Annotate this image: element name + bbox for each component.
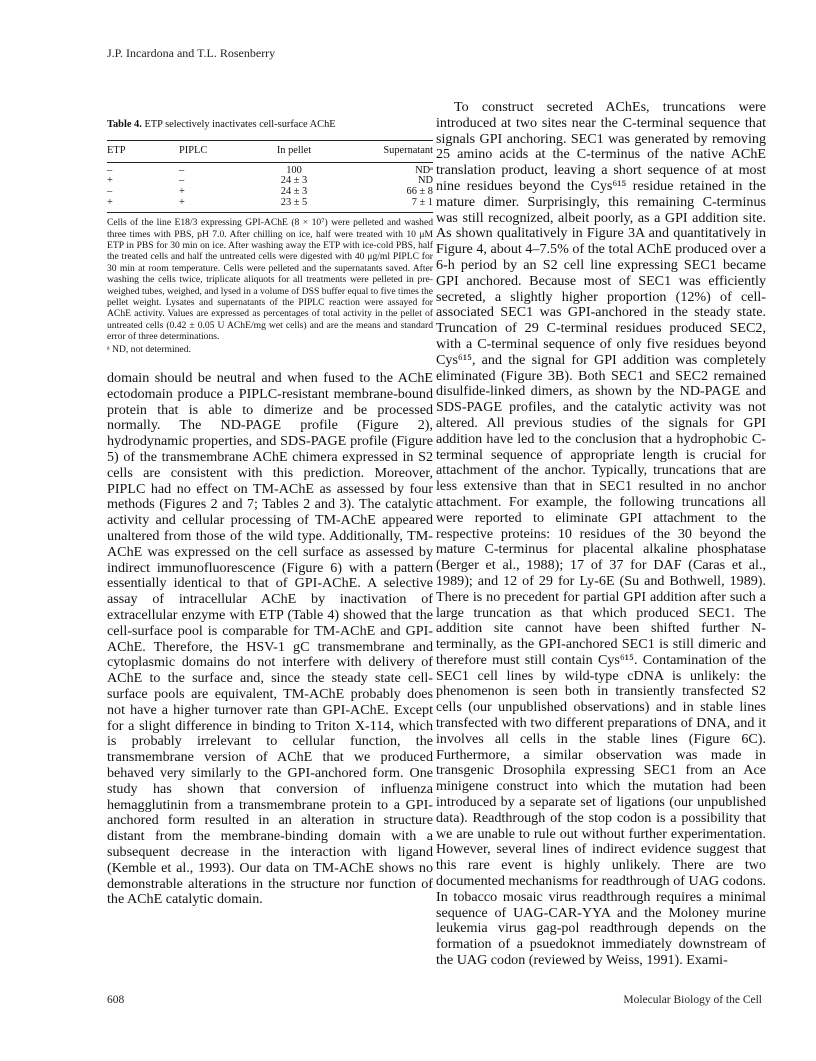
- right-column-body: [436, 100, 766, 969]
- page-number: 608: [107, 994, 125, 1006]
- header-etp: ETP: [107, 145, 126, 157]
- cell-piplc: +: [179, 186, 185, 197]
- table-row: [107, 198, 433, 213]
- cell-supernatant: 66 ± 8: [406, 186, 433, 197]
- table-row: [107, 187, 433, 198]
- cell-in-pellet: 24 ± 3: [280, 175, 308, 187]
- left-column-body: [107, 371, 433, 908]
- header-in-pellet: In pellet: [276, 145, 312, 157]
- data-table: [107, 141, 433, 212]
- header-supernatant: Supernatant: [383, 145, 433, 157]
- cell-supernatant: NDᵃ: [415, 164, 433, 176]
- cell-supernatant: ND: [417, 175, 433, 187]
- table-row: [107, 176, 433, 187]
- journal-name: Molecular Biology of the Cell: [623, 994, 762, 1006]
- cell-supernatant: 7 ± 1: [411, 196, 433, 208]
- cell-piplc: +: [179, 196, 185, 208]
- cell-piplc: –: [179, 164, 185, 176]
- cell-etp: –: [107, 164, 113, 176]
- table-title-label: Table 4.: [107, 119, 142, 130]
- table-4: [107, 100, 433, 355]
- cell-piplc: –: [179, 175, 185, 187]
- cell-etp: +: [107, 196, 113, 208]
- table-note: Cells of the line E18/3 expressing GPI-AChE (8 × 10⁷) were pelleted and washed three times with PBS, pH 7.0. After chilling on ice, half were treated with 10 μM ETP in PBS for 30 min on ice. After washing away the ETP with ice-cold PBS, half the treated cells and half the untreated cells were digested with 40 μg/ml PIPLC for 30 min at room temperature. Cells were pelleted and the supernatants saved. After washing the cells twice, triplicate aliquots for all treatments were pelleted in pre-weighed tubes, weighed, and lysed in a volume of DSS buffer equal to five times the pellet weight. Lysates and supernatants of the PIPLC reaction were assayed for AChE activity. Values are expressed as percentages of total activity in the pellet of untreated cells (0.42 ± 0.05 U AChE/mg wet cells) and are the means and standard error of three determinations.: [107, 217, 433, 343]
- running-head: J.P. Incardona and T.L. Rosenberry: [107, 46, 276, 60]
- table-title-text: ETP selectively inactivates cell-surface AChE: [144, 119, 336, 130]
- table-bottom-rule: [107, 212, 433, 213]
- left-paragraph: domain should be neutral and when fused to the AChE ectodomain produce a PIPLC-resistant membrane-bound protein that is able to dimerize and be processed normally. The ND-PAGE profile (Figure 2), hydrodynamic properties, and SDS-PAGE profile (Figure 5) of the transmembrane AChE chimera expressed in S2 cells are consistent with this prediction. Moreover, PIPLC had no effect on TM-AChE as assessed by four methods (Figures 2 and 7; Tables 2 and 3). The catalytic activity and cellular processing of TM-AChE appeared unaltered from those of the wild type. Additionally, TM-AChE was expressed on the cell surface as assessed by indirect immunofluorescence (Figure 6) with a pattern essentially identical to that of GPI-AChE. A selective assay of intracellular AChE by inactivation of extracellular enzyme with ETP (Table 4) showed that the cell-surface pool is comparable for TM-AChE and GPI-AChE. Therefore, the HSV-1 gC transmembrane and cytoplasmic domains do not interfere with delivery of AChE to the surface and, since the steady state cell-surface pools are equivalent, TM-AChE probably does not have a higher turnover rate than GPI-AChE. Except for a slight difference in binding to Triton X-114, which is probably irrelevant to cellular function, the transmembrane version of AChE that we produced behaved very similarly to the GPI-anchored form. One study has shown that conversion of influenza hemagglutinin from a transmembrane protein to a GPI-anchored form resulted in an alteration in structure distant from the membrane-binding domain with a subsequent decrease in the interaction with ligand (Kemble et al., 1993). Our data on TM-AChE shows no demonstrable alterations in the structure nor function of the AChE catalytic domain.: [107, 370, 433, 908]
- header-piplc: PIPLC: [179, 145, 208, 157]
- table-header-row: [107, 141, 433, 161]
- cell-in-pellet: 23 ± 5: [280, 196, 308, 208]
- cell-in-pellet: 100: [286, 164, 302, 176]
- right-paragraph: To construct secreted AChEs, truncations were introduced at two sites near the C-terminal sequence that signals GPI anchoring. SEC1 was generated by removing 25 amino acids at the C-terminus of the native AChE translation product, leaving a short sequence of at most nine residues beyond the Cys⁶¹⁵ residue retained in the mature dimer. Surprisingly, this remaining C-terminus was still recognized, albeit poorly, as a GPI addition site. As shown qualitatively in Figure 3A and quantitatively in Figure 4, about 4–7.5% of the total AChE produced over a 6-h period by an S2 cell line expressing SEC1 became GPI anchored. Because most of SEC1 was efficiently secreted, a slightly higher proportion (12%) of cell-associated SEC1 was GPI-anchored in the steady state. Truncation of 29 C-terminal residues produced SEC2, with a C-terminal sequence of only five residues beyond Cys⁶¹⁵, and the signal for GPI addition was completely eliminated (Figure 3B). Both SEC1 and SEC2 remained disulfide-linked dimers, as shown by the ND-PAGE and SDS-PAGE profiles, and the catalytic activity was not altered. All previous studies of the signals for GPI addition have led to the conclusion that a hydrophobic C-terminal sequence of appropriate length is crucial for attachment of the anchor. Typically, truncations that are less extensive than that in SEC1 resulted in no anchor attachment. For example, the following truncations all were reported to eliminate GPI attachment to the respective proteins: 10 residues of the 30 beyond the mature C-terminus for placental alkaline phosphatase (Berger et al., 1988); 17 of 37 for DAF (Caras et al., 1989); and 12 of 29 for Ly-6E (Su and Bothwell, 1989). There is no precedent for partial GPI addition after such a large truncation as that which produced SEC1. The addition site cannot have been shifted further N-terminally, as the GPI-anchored SEC1 is still dimeric and therefore must still contain Cys⁶¹⁵. Contamination of the SEC1 cell lines by wild-type cDNA is unlikely: the phenomenon is seen both in transiently transfected S2 cells (our unpublished observations) and in stable lines transfected with two different preparations of DNA, and it involves all cells in the stable lines (Figure 6C). Furthermore, a similar observation was made in transgenic Drosophila expressing SEC1 from an Ace minigene construct into which the mutation had been introduced by a separate set of ligations (our unpublished data). Readthrough of the stop codon is a possibility that we are unable to rule out without further experimentation. However, several lines of indirect evidence suggest that this rare event is highly unlikely. There are two documented mechanisms for readthrough of UAG codons. In tobacco mosaic virus readthrough requires a minimal sequence of UAG-CAR-YYA and the Moloney murine leukemia virus gag-pol readthrough depends on the formation of a psuedoknot immediately downstream of the UAG codon (reviewed by Weiss, 1991). Exami-: [436, 99, 766, 969]
- table-footnote: ᵃ ND, not determined.: [107, 343, 191, 355]
- cell-in-pellet: 24 ± 3: [280, 186, 308, 197]
- cell-etp: +: [107, 175, 113, 187]
- table-title: [107, 119, 433, 130]
- cell-etp: –: [107, 186, 113, 197]
- table-row: [107, 163, 433, 177]
